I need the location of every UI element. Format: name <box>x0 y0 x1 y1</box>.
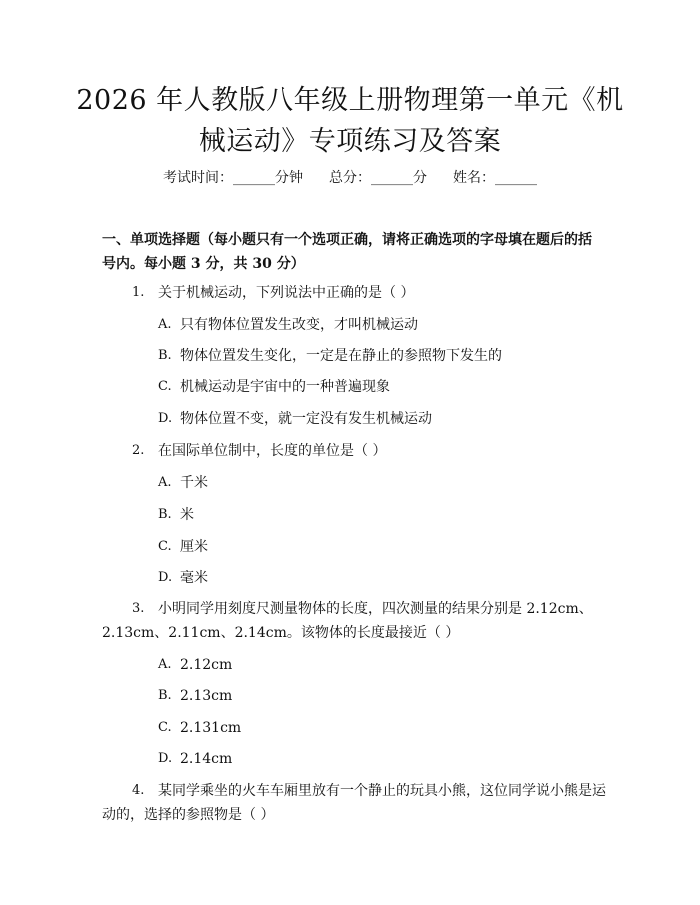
question-2-option-a-letter: A. <box>158 475 172 490</box>
question-1-option-c-letter: C. <box>158 379 172 394</box>
question-3-stem-line-1: 小明同学用刻度尺测量物体的长度，四次测量的结果分别是 2.12cm、 <box>158 601 593 617</box>
question-1-option-b: 物体位置发生变化，一定是在静止的参照物下发生的 <box>180 348 502 364</box>
question-3-option-c-letter: C. <box>158 720 172 735</box>
question-3-option-a-letter: A. <box>158 657 172 672</box>
question-3-stem-line-2: 2.13cm、2.11cm、2.14cm。该物体的长度最接近（ ） <box>102 625 460 641</box>
exam-time-field: 考试时间：______分钟 <box>163 170 303 186</box>
section-heading-line-2: 号内。每小题 3 分，共 30 分） <box>102 256 305 272</box>
question-2-option-c: 厘米 <box>180 539 208 555</box>
question-1-option-c: 机械运动是宇宙中的一种普遍现象 <box>180 379 390 395</box>
question-1-option-a-letter: A. <box>158 317 172 332</box>
question-1-option-d-letter: D. <box>158 411 173 426</box>
question-2-number: 2. <box>132 443 145 458</box>
question-1-option-b-letter: B. <box>158 348 172 363</box>
question-2-option-b: 米 <box>180 507 194 523</box>
question-3-option-a: 2.12cm <box>180 657 233 673</box>
question-3-option-b-letter: B. <box>158 688 172 703</box>
exam-meta <box>0 168 700 188</box>
question-1-number: 1. <box>132 285 145 300</box>
question-2-stem: 在国际单位制中，长度的单位是（ ） <box>158 443 387 459</box>
total-score-field: 总分：______分 <box>329 170 427 186</box>
section-heading-line-1: 一、单项选择题（每小题只有一个选项正确，请将正确选项的字母填在题后的括 <box>102 232 592 248</box>
question-4-stem-line-2: 动的，选择的参照物是（ ） <box>102 807 275 823</box>
question-3-option-c: 2.131cm <box>180 720 242 736</box>
question-1-option-d: 物体位置不变，就一定没有发生机械运动 <box>180 411 432 427</box>
question-3-option-d: 2.14cm <box>180 751 233 767</box>
question-2-option-a: 千米 <box>180 475 208 491</box>
question-1-stem: 关于机械运动，下列说法中正确的是（ ） <box>158 285 415 301</box>
student-name-field: 姓名：______ <box>453 170 537 186</box>
question-3-option-b: 2.13cm <box>180 688 233 704</box>
question-4-stem-line-1: 某同学乘坐的火车车厢里放有一个静止的玩具小熊，这位同学说小熊是运 <box>158 783 606 799</box>
question-2-option-d: 毫米 <box>180 570 208 586</box>
question-1-option-a: 只有物体位置发生改变，才叫机械运动 <box>180 317 418 333</box>
question-4-number: 4. <box>132 783 145 798</box>
question-3-option-d-letter: D. <box>158 751 173 766</box>
question-2-option-b-letter: B. <box>158 507 172 522</box>
question-2-option-d-letter: D. <box>158 570 173 585</box>
question-3-number: 3. <box>132 601 145 616</box>
document-title-line-2: 械运动》专项练习及答案 <box>198 126 502 157</box>
document-title-line-1: 2026 年人教版八年级上册物理第一单元《机 <box>76 85 624 116</box>
question-2-option-c-letter: C. <box>158 539 172 554</box>
